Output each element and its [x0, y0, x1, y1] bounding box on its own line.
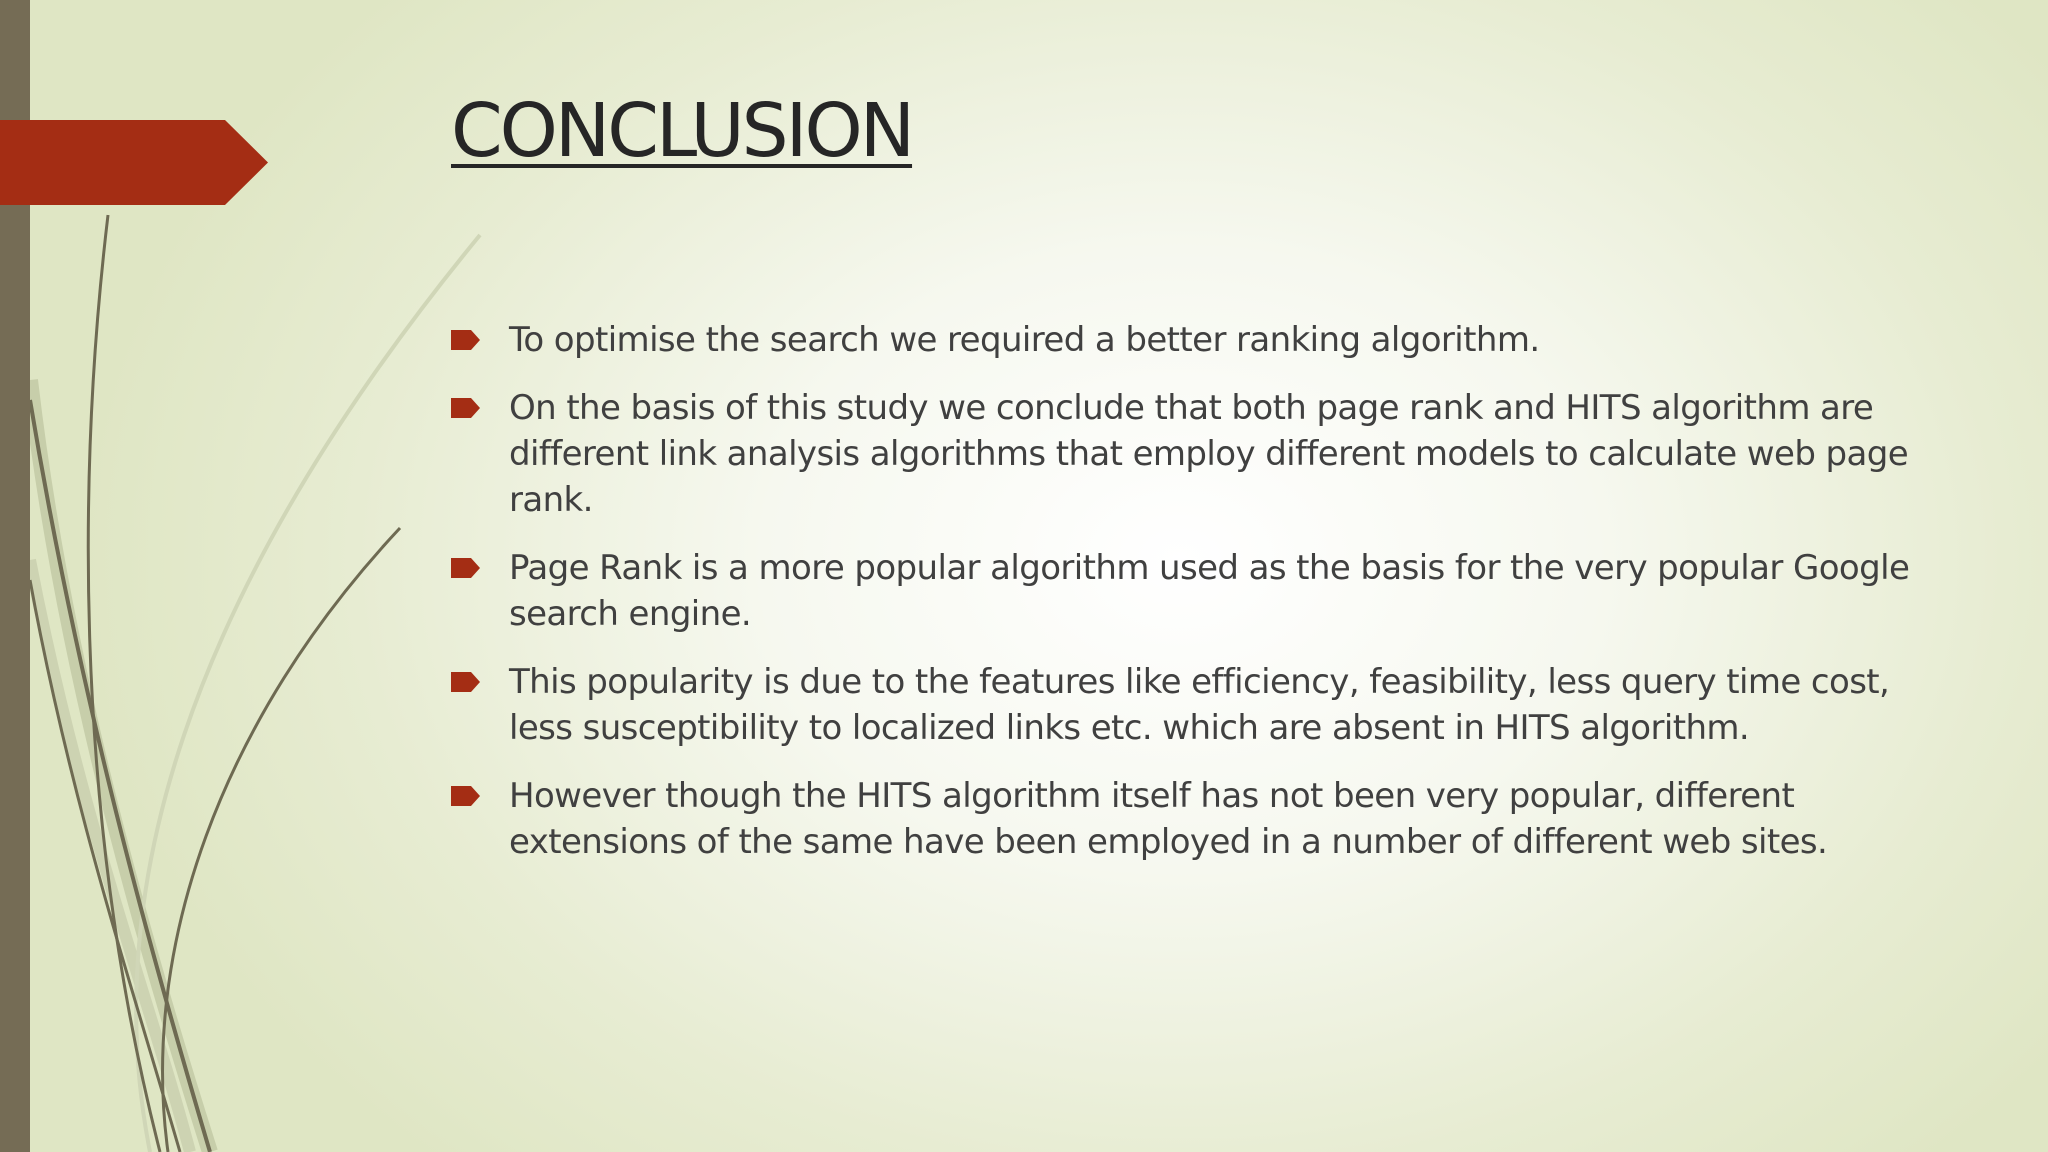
title-flag-arrow [0, 120, 268, 205]
bullet-list [451, 317, 1941, 887]
list-item [451, 773, 1941, 865]
list-item [451, 545, 1941, 637]
bullet-text: However though the HITS algorithm itself has not been very popular, different extensions of the same have been employed in a number of different web sites. [509, 776, 1828, 862]
list-item [451, 317, 1941, 363]
arrow-bullet-icon [451, 659, 509, 705]
bullet-text: Page Rank is a more popular algorithm used as the basis for the very popular Google search engine. [509, 548, 1910, 634]
arrow-bullet-icon [451, 773, 509, 819]
arrow-bullet-icon [451, 385, 509, 431]
bullet-text: On the basis of this study we conclude that both page rank and HITS algorithm are different link analysis algorithms that employ different models to calculate web page rank. [509, 388, 1909, 520]
slide-title: CONCLUSION [451, 88, 913, 174]
arrow-bullet-icon [451, 317, 509, 363]
arrow-bullet-icon [451, 545, 509, 591]
list-item [451, 659, 1941, 751]
list-item [451, 385, 1941, 523]
bullet-text: To optimise the search we required a better ranking algorithm. [509, 320, 1540, 360]
bullet-text: This popularity is due to the features like efficiency, feasibility, less query time cost, less susceptibility to localized links etc. which are absent in HITS algorithm. [509, 662, 1890, 748]
